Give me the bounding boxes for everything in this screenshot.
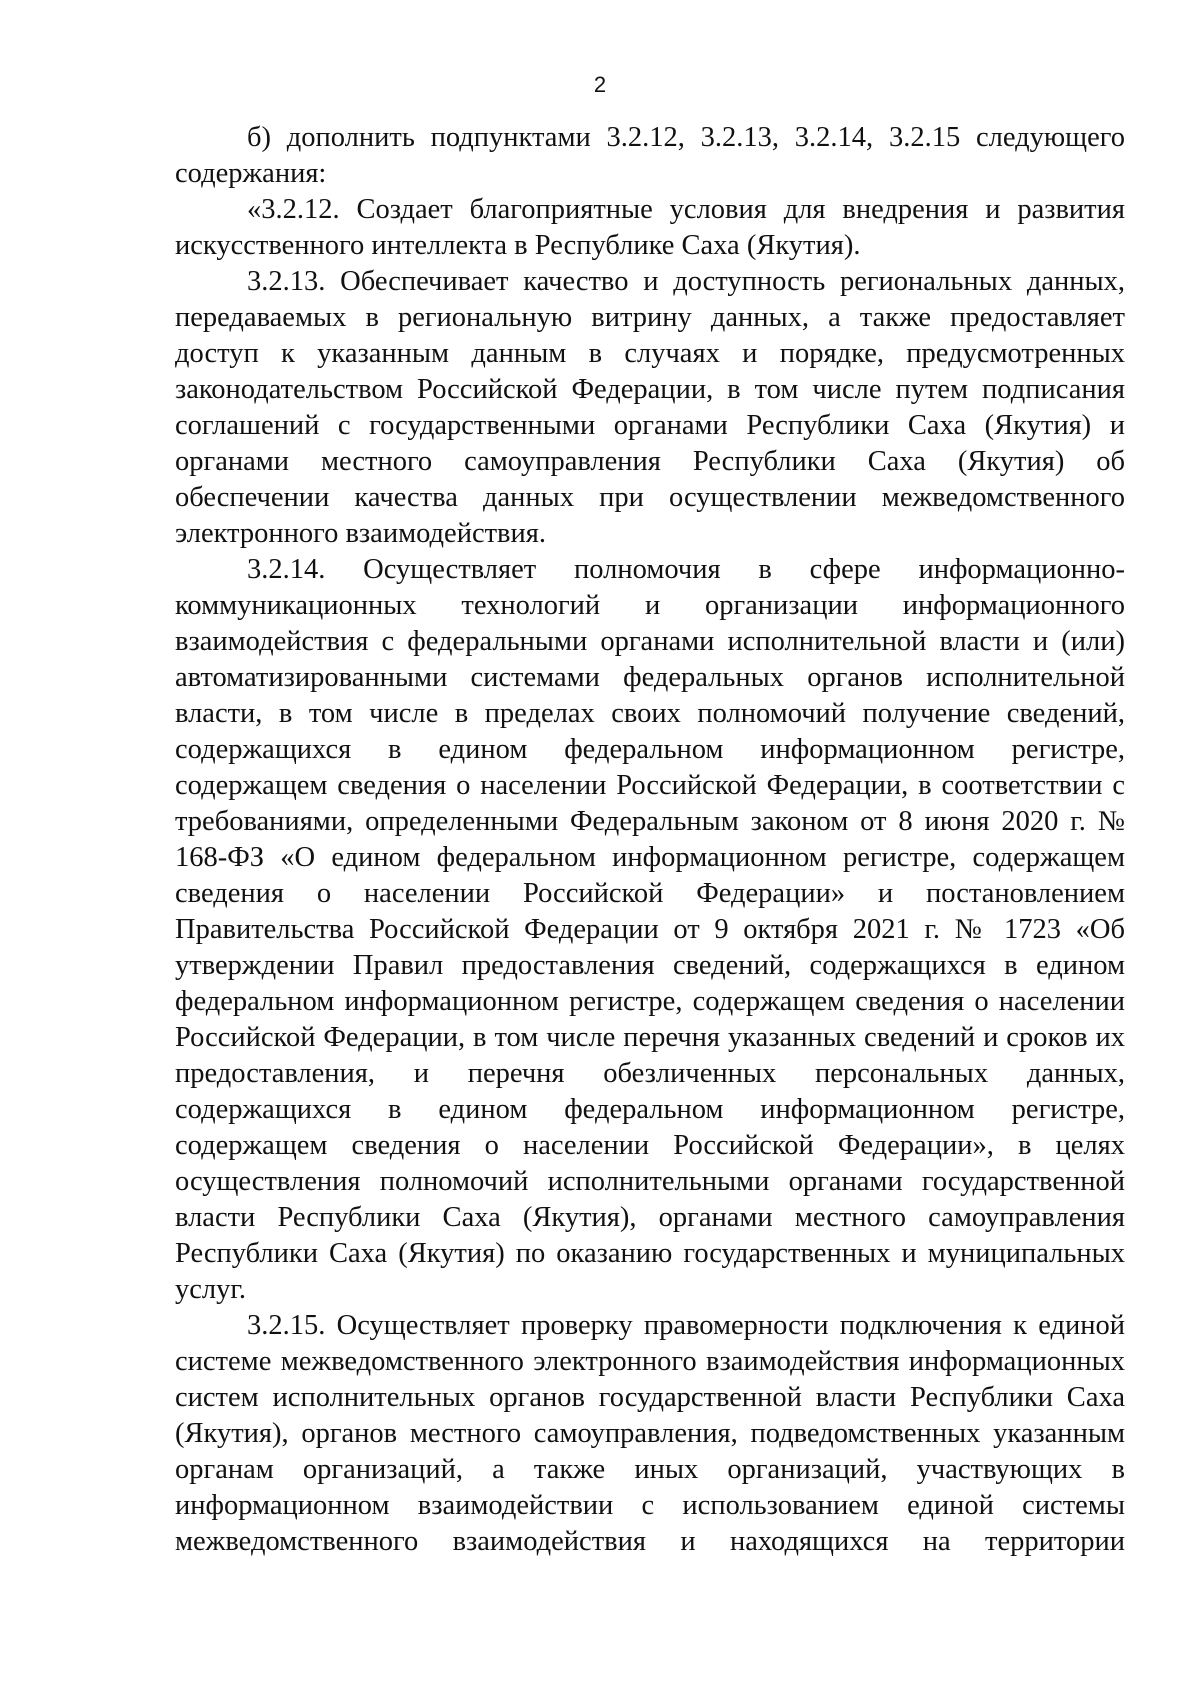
paragraph-item-b-intro: б) дополнить подпунктами 3.2.12, 3.2.13, 3.2.14, 3.2.15 следующего содержания:	[175, 122, 1125, 189]
paragraph-3-2-14: 3.2.14. Осуществляет полномочия в сфере информационно-коммуникационных технологий и организации информационного взаимодействия с федеральными органами исполнительной власти и (или) автоматизированными системами федеральных органов исполнительной власти, в том числе в пределах своих полномочий получение сведений, содержащихся в едином федеральном информационном регистре, содержащем сведения о населении Российской Федерации, в соответствии с требованиями, определенными Федеральным законом от 8 июня 2020 г. № 168-ФЗ «О едином федеральном информационном регистре, содержащем сведения о населении Российской Федерации» и постановлением Правительства Российской Федерации от 9 октября 2021 г. № 1723 «Об утверждении Правил предоставления сведений, содержащихся в едином федеральном информационном регистре, содержащем сведения о населении Российской Федерации, в том числе перечня указанных сведений и сроков их предоставления, и перечня обезличенных персональных данных, содержащихся в едином федеральном информационном регистре, содержащем сведения о населении Российской Федерации», в целях осуществления полномочий исполнительными органами государственной власти Республики Саха (Якутия), органами местного самоуправления Республики Саха (Якутия) по оказанию государственных и муниципальных услуг.	[175, 554, 1125, 1305]
page-number: 2	[593, 72, 607, 97]
paragraph-3-2-13: 3.2.13. Обеспечивает качество и доступность региональных данных, передаваемых в региональную витрину данных, а также предоставляет доступ к указанным данным в случаях и порядке, предусмотренных законодательством Российской Федерации, в том числе путем подписания соглашений с государственными органами Республики Саха (Якутия) и органами местного самоуправления Республики Саха (Якутия) об обеспечении качества данных при осуществлении межведомственного электронного взаимодействия.	[175, 266, 1125, 549]
paragraph-3-2-12: «3.2.12. Создает благоприятные условия для внедрения и развития искусственного интеллекта в Республике Саха (Якутия).	[175, 194, 1125, 261]
paragraph-3-2-15: 3.2.15. Осуществляет проверку правомерности подключения к единой системе межведомственного электронного взаимодействия информационных систем исполнительных органов государственной власти Республики Саха (Якутия), органов местного самоуправления, подведомственных указанным органам организаций, а также иных организаций, участвующих в информационном взаимодействии с использованием единой системы межведомственного взаимодействия и находящихся на территории	[175, 1310, 1125, 1557]
document-body	[175, 120, 1125, 1560]
